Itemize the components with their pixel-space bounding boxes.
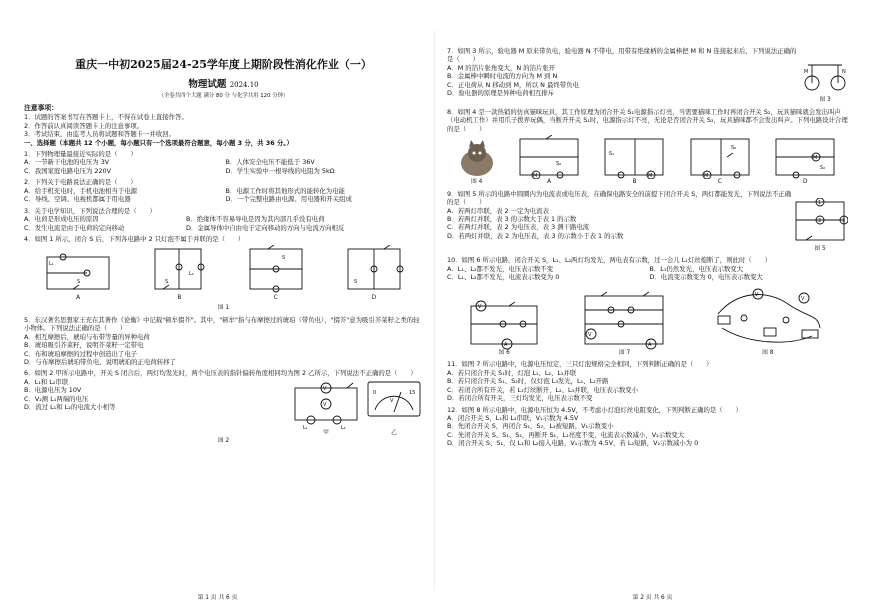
svg-text:1: 1 xyxy=(818,199,822,206)
q2-option-b: B．电源工作时将其他形式的能转化为电能 xyxy=(225,186,345,195)
svg-text:S: S xyxy=(281,255,285,262)
circuit-diagram-6 xyxy=(467,298,541,350)
svg-text:M: M xyxy=(813,155,818,161)
page-1-footer: 第 1 页 共 6 页 xyxy=(197,595,238,602)
fig4-label-b: B xyxy=(632,179,637,185)
figure-3-caption: 图 3 xyxy=(819,97,831,103)
fig1-label-d: D xyxy=(371,295,377,302)
fig1-label-c: C xyxy=(273,295,278,302)
q9-option-a: A．若两灯串联，表 2 一定为电流表 xyxy=(447,206,549,215)
voltmeter-dial-diagram xyxy=(365,378,423,430)
figure-5-caption: 图 5 xyxy=(814,245,826,252)
svg-text:S₂: S₂ xyxy=(820,165,826,171)
q5-option-c: C．布和琥珀摩擦的过程中创造出了电子 xyxy=(24,349,138,358)
question-1-stem: 1．下列物理量最接近实际的是（ ） xyxy=(24,149,137,158)
svg-text:N: N xyxy=(842,69,846,75)
q3-option-a: A．电荷是形成电压的原因 xyxy=(24,215,99,224)
question-4-stem: 4．如图 1 所示，闭合 S 后，下列各电路中 2 只灯泡不属于并联的是（ ） xyxy=(24,235,245,244)
fig4-circuit-a xyxy=(516,135,582,187)
q7-option-b: B．金属棒中瞬时电流的方向为 M 到 N xyxy=(447,72,558,81)
note-2: 2．作答前认真阅读答题卡上的注意事项。 xyxy=(24,121,144,130)
question-1 xyxy=(24,150,423,175)
fig4-label-d: D xyxy=(803,179,808,185)
svg-text:A: A xyxy=(504,341,508,348)
svg-text:V: V xyxy=(323,385,327,392)
exam-title: 重庆一中初2025届24-25学年度上期阶段性消化作业（一） xyxy=(75,58,372,71)
fig1-circuit-c xyxy=(246,245,306,303)
q5-option-d: D．与布摩擦后琥珀带负电，说明琥珀的正电荷转移了 xyxy=(24,358,176,367)
q11-option-d: D．若闭合所有开关，三灯均发光，电压表示数不变 xyxy=(447,394,593,403)
svg-text:15: 15 xyxy=(409,389,416,396)
circuit-diagram-8d xyxy=(772,135,838,179)
question-8 xyxy=(447,108,848,187)
q1-option-d: D．学生实验中一根导线的电阻为 5kΩ xyxy=(225,166,335,175)
section-1-heading: 一、选择题（本题共 12 个小题，每小题只有一个选项最符合题意，每小题 3 分，共 36 分。） xyxy=(24,138,293,147)
q10-option-a: A．L₁、L₂都不发光，电压表示数不变 xyxy=(447,264,554,273)
question-5-stem: 5．东汉著名思想家王充在其著作《论衡》中记载"顿牟掇芥"。其中，"顿牟"指与布摩擦过的琥珀（带负电），"掇芥"意为吸引芥菜籽之类的轻小物体。下列说法正确的是（ ） xyxy=(24,315,420,333)
circuit-diagram-b xyxy=(151,245,207,295)
q12-option-d: D．闭合开关 S、S₁，仅 L₁和 L₂接入电路，V₁示数为 4.5V，若 L₂短路，V₂示数减小为 0 xyxy=(447,439,699,448)
exam-date: 2024.10 xyxy=(229,80,259,89)
q1-option-c: C．我国家庭电路电压为 220V xyxy=(24,166,111,175)
question-2-stem: 2．下列关于电路说法正确的是（ ） xyxy=(24,178,137,187)
note-1: 1．试题的答案书写在答题卡上，不得在试卷上直接作答。 xyxy=(24,113,188,122)
svg-text:L₁: L₁ xyxy=(303,424,308,430)
circuit-diagram-c xyxy=(246,245,306,295)
figures-6-7-8 xyxy=(447,284,848,358)
q9-option-c: C．若两灯并联，表 2 为电压表，表 3 测干路电流 xyxy=(447,223,590,232)
q3-option-c: C．发生电流是由于电荷的定向移动 xyxy=(24,223,125,232)
question-3-stem: 3．关于电学知识，下列说法合理的是（ ） xyxy=(24,206,156,215)
fig2-circuit-jia xyxy=(287,378,365,438)
q5-option-a: A．相互摩擦后，琥珀与布带等量的异种电荷 xyxy=(24,332,150,341)
svg-text:V: V xyxy=(478,303,482,310)
svg-text:V: V xyxy=(754,291,759,298)
q11-option-c: C．若闭合所有开关，若 L₁灯丝断开，L₂、L₃并联，电压表示数变小 xyxy=(447,385,639,394)
fig4-label-c: C xyxy=(717,179,722,185)
svg-text:S₂: S₂ xyxy=(730,145,737,151)
figure-4 xyxy=(447,135,848,187)
q5-option-b: B．琥珀吸引芥菜籽，说明芥菜籽一定带电 xyxy=(24,341,144,350)
circuit-diagram-d xyxy=(344,245,404,295)
figure-1 xyxy=(24,245,423,303)
figure-1-caption: 图 1 xyxy=(217,305,230,312)
question-11 xyxy=(447,360,848,402)
circuit-diagram-5 xyxy=(792,198,848,246)
q12-option-a: A．闭合开关 S，L₁和 L₂串联，V₁示数为 4.5V xyxy=(447,414,579,422)
q9-option-b: B．若两灯并联，表 3 的示数大于表 1 的示数 xyxy=(447,215,577,223)
fig1-circuit-b xyxy=(151,245,207,303)
q3-option-b: B．绝缘体不容易导电是因为其内部几乎没有电荷 xyxy=(186,215,325,224)
question-10-stem: 10．如图 6 所示电路，闭合开关 S，L₁、L₂两灯均发光，两电表有示数，过一会儿 L₁灯丝熄断了，则此时（ ） xyxy=(447,256,771,265)
figure-6-caption: 图 6 xyxy=(498,349,510,356)
figure-7 xyxy=(581,290,667,358)
figure-5 xyxy=(792,190,848,254)
question-4 xyxy=(24,235,423,313)
electroscope-diagram xyxy=(802,61,848,97)
svg-text:S: S xyxy=(353,279,358,286)
cat-toy-icon xyxy=(457,139,497,179)
svg-text:L₁: L₁ xyxy=(49,261,54,268)
q3-option-d: D．金属导体中自由电子定向移动的方向与电流方向相反 xyxy=(186,223,345,232)
exam-subtitle xyxy=(24,79,423,92)
score-info: （全卷共四个大题 满分 80 分 与化学共用 120 分钟） xyxy=(158,93,289,100)
question-5 xyxy=(24,316,423,367)
q2-option-c: C．导线、空调、电视机都属于用电器 xyxy=(24,195,131,204)
q6-option-a: A．L₁和 L₂串联 xyxy=(24,377,69,386)
question-2 xyxy=(24,178,423,203)
circuit-diagram-a xyxy=(43,253,113,295)
fig4-circuit-c xyxy=(687,135,753,187)
question-6-stem: 6．如图 2 甲所示电路中，开关 S 闭合后，两灯均发光时，两个电压表的指针偏转角度相同均为图 2 乙所示，下列说法不正确的是（ ） xyxy=(24,369,417,378)
svg-text:S₁: S₁ xyxy=(609,151,615,157)
q7-option-a: A．M 的箔片张角变大，N 的箔片张开 xyxy=(447,63,556,72)
q12-option-b: B．先闭合开关 S，再闭合 S₁，S₂，L₂被短路，V₁示数变小 xyxy=(447,422,614,431)
question-6 xyxy=(24,369,423,445)
svg-text:M: M xyxy=(804,69,809,75)
q6-option-d: D．流过 L₁和 L₂的电流大小相等 xyxy=(24,403,116,412)
svg-text:S: S xyxy=(165,279,169,286)
subject-title: 物理试题 xyxy=(188,78,227,90)
svg-text:M: M xyxy=(703,173,709,179)
svg-text:3: 3 xyxy=(842,217,846,224)
q11-option-b: B．若只闭合开关 S₁、S₂时，仅灯泡 L₃发光，L₁、L₂开路 xyxy=(447,377,609,386)
q9-option-d: D．若两灯并联，表 2 为电压表，表 3 的示数小于表 1 的示数 xyxy=(447,231,624,240)
q6-option-c: C．V₂测 L₁两端的电压 xyxy=(24,394,89,403)
q10-option-d: D．电流变示数变为 0，电压表示数变大 xyxy=(649,273,763,282)
fig4-circuit-b xyxy=(601,135,667,187)
svg-text:M: M xyxy=(648,173,653,179)
circuit-diagram-8a xyxy=(516,135,582,179)
figure-2-caption: 图 2 xyxy=(217,437,230,444)
figure-7-caption: 图 7 xyxy=(618,349,631,356)
svg-text:2: 2 xyxy=(818,217,822,224)
note-3: 3．考试结束，由监考人员将试题和答题卡一并收回。 xyxy=(24,130,176,139)
figure-8 xyxy=(708,284,828,358)
question-7 xyxy=(447,47,848,105)
fig4-label-a: A xyxy=(547,179,552,185)
q1-option-a: A．一节新干电池的电压为 3V xyxy=(24,158,110,167)
q11-option-a: A．若只闭合开关 S₁时，灯泡 L₁、L₂、L₃并联 xyxy=(447,368,577,377)
fig4-circuit-d xyxy=(772,135,838,187)
figure-3 xyxy=(802,47,848,105)
circuit-diagram-8c xyxy=(687,135,753,179)
question-7-stem: 7．如图 3 所示，验电器 M 原来带负电，验电器 N 不带电，用带有绝缘柄的金属棒把 M 和 N 连接起来后，下列说法正确的是（ ） xyxy=(447,47,797,64)
circuit-diagram-jia xyxy=(287,378,365,430)
fig2-label-jia: 甲 xyxy=(323,429,329,436)
fig1-label-a: A xyxy=(76,295,81,302)
svg-text:L₂: L₂ xyxy=(189,271,195,278)
page-2-footer: 第 2 页 共 6 页 xyxy=(632,595,673,602)
circuit-diagram-8b xyxy=(601,135,667,179)
q2-option-a: A．给手机充电时，手机电池相当于电源 xyxy=(24,186,138,195)
fig1-circuit-d xyxy=(344,245,404,303)
question-8-stem: 8．如图 4 是一款热销的仿真猫咪玩具，其工作原理为闭合开关 S₁电源指示灯亮，当需要猫咪工作时再闭合开关 S₂，玩具猫咪就会发出叫声（电动机工作）并用爪子拨弄玩偶，当断开开关 S₁时，电源指示灯不亮，无论是否闭合开关 S₂，玩具猫咪都不会发出叫声。下列电路设计合理的是（ ） xyxy=(447,107,848,133)
q1-option-b: B．人体安全电压不能低于 36V xyxy=(225,158,315,167)
page-2 xyxy=(435,0,870,615)
figure-4-caption: 图 4 xyxy=(471,179,483,185)
figure-8-caption: 图 8 xyxy=(762,349,774,356)
svg-text:V: V xyxy=(588,331,592,338)
fig2-voltmeter-dial xyxy=(365,378,423,438)
svg-text:V: V xyxy=(390,397,394,404)
svg-text:M: M xyxy=(533,173,538,179)
q7-option-c: C．正电荷从 N 移动到 M，所以 N 最终带负电 xyxy=(447,80,579,89)
notes-heading: 注意事项： xyxy=(24,104,58,113)
question-3 xyxy=(24,207,423,232)
question-11-stem: 11．如图 7 所示电路中，电源电压恒定，三只灯泡规格完全相同，下列判断正确的是（ ） xyxy=(447,360,713,369)
svg-text:V: V xyxy=(800,295,805,302)
q2-option-d: D．一个完整电路由电源、用电器和开关组成 xyxy=(225,195,352,204)
svg-text:S: S xyxy=(77,279,81,286)
circuit-diagram-7 xyxy=(581,290,667,350)
q10-option-c: C．L₁、L₂都不发光，电流表示数变为 0 xyxy=(447,273,560,282)
question-12 xyxy=(447,406,848,448)
fig2-label-yi: 乙 xyxy=(391,429,397,436)
fig1-circuit-a xyxy=(43,253,113,303)
question-9 xyxy=(447,190,848,254)
question-10 xyxy=(447,256,848,357)
fig4-cat-toy xyxy=(457,139,497,187)
question-12-stem: 12．如图 8 所示电路中，电源电压恒为 4.5V，不考虑小灯泡灯丝电阻变化，下列判断正确的是（ ） xyxy=(447,405,742,414)
fig1-label-b: B xyxy=(177,295,182,302)
svg-text:0: 0 xyxy=(373,389,377,396)
svg-text:L₂: L₂ xyxy=(341,424,346,430)
q7-option-d: D．验电器的原理是异种电荷相互排斥 xyxy=(447,89,555,98)
q12-option-c: C．先闭合开关 S、S₁、S₂，再断开 S₁，L₂亮度不变，电流表示数减小，V₂示数变大 xyxy=(447,430,685,439)
question-9-stem: 9．如图 5 所示的电路中圆圈内为电流表或电压表，在确保电路安全的前提下闭合开关 S，两灯都能发光，下列说法不正确的是（ ） xyxy=(447,189,792,207)
figure-6 xyxy=(467,298,541,358)
svg-text:S₂: S₂ xyxy=(556,161,562,167)
q6-option-b: B．电源电压为 10V xyxy=(24,386,82,395)
svg-text:A: A xyxy=(648,341,652,348)
q10-option-b: B．L₁仍然发光，电压表示数变大 xyxy=(649,264,744,273)
circuit-diagram-8-physical xyxy=(708,284,828,350)
svg-text:V: V xyxy=(323,401,327,408)
